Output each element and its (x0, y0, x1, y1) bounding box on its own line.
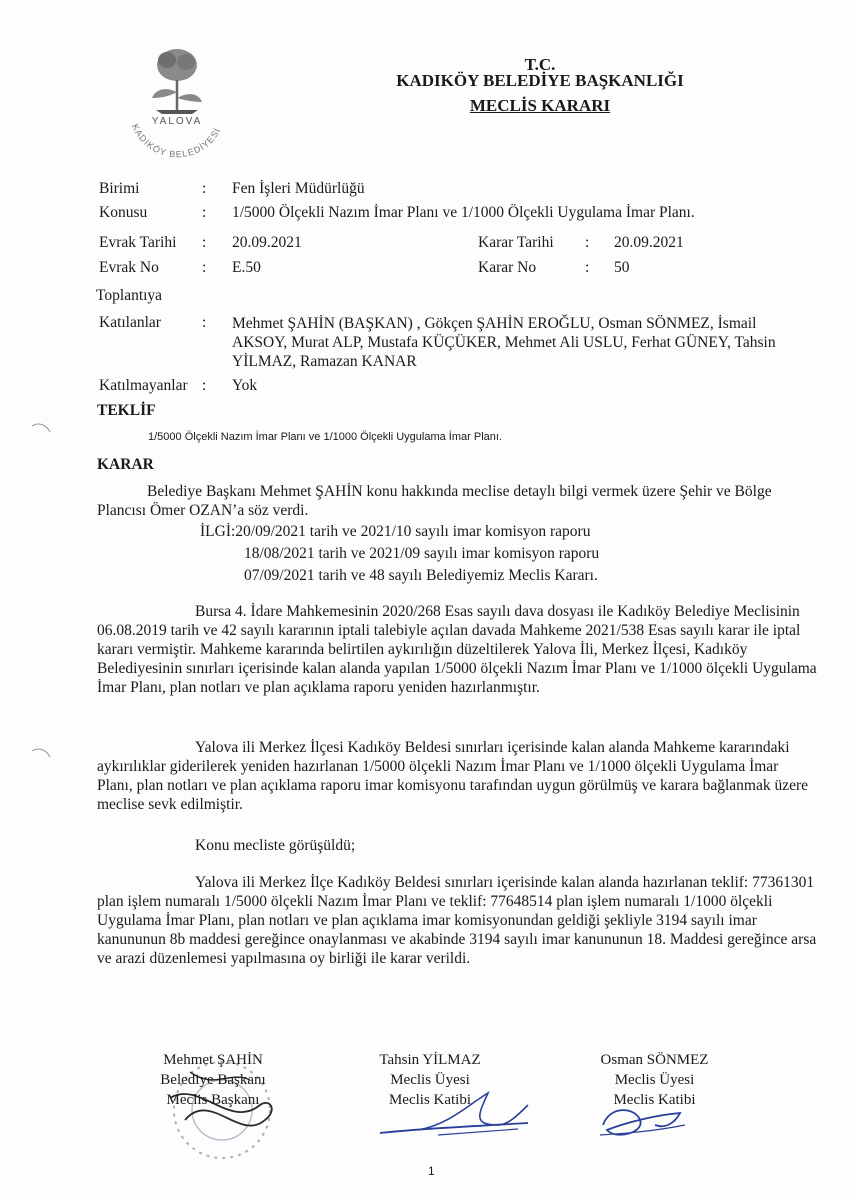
signatory-3-role: Meclis Katibi (613, 1092, 696, 1108)
field-karar-no-label: Karar No (478, 259, 537, 276)
punch-hole-mark-bottom (30, 745, 52, 767)
field-evrak-no-colon: : (202, 259, 207, 276)
signature-block-3 (582, 1050, 727, 1110)
field-evrak-tarihi-label: Evrak Tarihi (99, 234, 177, 251)
field-evrak-no-label: Evrak No (99, 259, 159, 276)
field-birimi-colon: : (202, 180, 207, 197)
signatory-3-name: Osman SÖNMEZ (600, 1052, 709, 1068)
field-katilanlar-colon: : (202, 314, 207, 331)
signatory-3-title: Meclis Üyesi (614, 1072, 695, 1088)
field-karar-tarihi-colon: : (585, 234, 590, 251)
karar-paragraph-5: Yalova ili Merkez İlçe Kadıköy Beldesi sınırları içerisinde kalan alanda hazırlanan teklif: 77361301 plan işlem numaralı 1/5000 ölçekli Nazım İmar Planı ve teklif: 77648514 plan işlem numaralı 1/1000 ölçekli Uygulama İmar Planı, plan notları ve plan açıklama imar komisyonundan geldiği şekliyle 3194 sayılı imar kanununun 8b maddesi gereğince onaylanması ve akabinde 3194 sayılı imar kanununun 18. Maddesi gereğince arsa ve arazi düzenlemesi yapılmasına oy birliği ile karar verildi. (97, 874, 817, 967)
header-document-type (280, 96, 800, 116)
signatory-1-title: Belediye Başkanı (160, 1072, 266, 1088)
signatory-2-title: Meclis Üyesi (390, 1072, 470, 1088)
punch-hole-mark-top (30, 420, 52, 442)
teklif-heading: TEKLİF (97, 402, 156, 419)
field-evrak-tarihi-value: 20.09.2021 (232, 234, 302, 251)
field-katilmayanlar-colon: : (202, 377, 207, 394)
logo-arc-text: KADIKÖY BELEDİYESİ (130, 122, 223, 160)
field-birimi-value: Fen İşleri Müdürlüğü (232, 180, 365, 197)
field-konusu-value: 1/5000 Ölçekli Nazım İmar Planı ve 1/1000 Ölçekli Uygulama İmar Planı. (232, 204, 695, 221)
karar-heading: KARAR (97, 456, 154, 473)
field-karar-tarihi-label: Karar Tarihi (478, 234, 554, 251)
header-document-type-text: MECLİS KARARI (469, 96, 611, 115)
ilgi-line-1: İLGİ:20/09/2021 tarih ve 2021/10 sayılı imar komisyon raporu (200, 523, 591, 540)
field-karar-no-colon: : (585, 259, 590, 276)
field-konusu-label: Konusu (99, 204, 148, 221)
teklif-text: 1/5000 Ölçekli Nazım İmar Planı ve 1/1000 Ölçekli Uygulama İmar Planı. (148, 431, 502, 443)
logo-upper-text: YALOVA (151, 116, 203, 127)
rose-emblem-icon (152, 49, 202, 114)
ilgi-line-3: 07/09/2021 tarih ve 48 sayılı Belediyemiz Meclis Kararı. (244, 567, 598, 584)
header-institution: KADIKÖY BELEDİYE BAŞKANLIĞI (396, 71, 684, 90)
ilgi-line-2: 18/08/2021 tarih ve 2021/09 sayılı imar komisyon raporu (244, 545, 600, 562)
signatory-2-name: Tahsin YİLMAZ (379, 1052, 481, 1068)
header-tc: T.C. (524, 55, 556, 74)
page-number: 1 (428, 1164, 435, 1178)
municipality-logo (112, 40, 242, 170)
field-katilmayanlar-value: Yok (232, 377, 258, 394)
karar-paragraph-1: Belediye Başkanı Mehmet ŞAHİN konu hakkında meclise detaylı bilgi vermek üzere Şehir ve Bölge Plancısı Ömer OZAN’a söz verdi. (97, 483, 772, 519)
field-katilanlar-label: Katılanlar (99, 314, 161, 331)
field-evrak-tarihi-colon: : (202, 234, 207, 251)
field-karar-tarihi-value: 20.09.2021 (614, 234, 684, 251)
karar-paragraph-4: Konu mecliste görüşüldü; (195, 837, 356, 854)
karar-paragraph-3: Yalova ili Merkez İlçesi Kadıköy Beldesi sınırları içerisinde kalan alanda Mahkeme kararındaki aykırılıklar giderilerek yeniden hazırlanan 1/5000 ölçekli Nazım İmar Planı ve 1/1000 ölçekli Uygulama İmar Planı, plan notları ve plan açıklama raporu imar komisyonu tarafından uygun görülmüş ve karara bağlanmak üzere meclise sevk edilmiştir. (97, 739, 809, 813)
signatory-1-role: Meclis Başkanı (166, 1092, 260, 1108)
field-toplanti-label: Toplantıya (96, 287, 163, 304)
field-evrak-no-value: E.50 (232, 259, 261, 276)
karar-paragraph-2: Bursa 4. İdare Mahkemesinin 2020/268 Esas sayılı dava dosyası ile Kadıköy Belediye Meclisinin 06.08.2019 tarih ve 42 sayılı kararının iptali talebiyle açılan davada Mahkeme 2021/538 Esas sayılı karar ile iptal kararı vermiştir. Mahkeme kararında belirtilen aykırılığın düzeltilerek Yalova İli, Merkez İlçesi, Kadıköy Belediyesinin sınırları içerisinde kalan alanda yapılan 1/5000 ölçekli Nazım İmar Planı ve 1/1000 ölçekli Uygulama İmar Planı, plan notları ve plan açıklama raporu yeniden hazırlanmıştır. (97, 603, 817, 696)
field-katilanlar-value: Mehmet ŞAHİN (BAŞKAN) , Gökçen ŞAHİN EROĞLU, Osman SÖNMEZ, İsmail AKSOY, Murat ALP, Mustafa KÜÇÜKER, Mehmet Ali USLU, Ferhat GÜNEY, Tahsin YİLMAZ, Ramazan KANAR (232, 315, 776, 370)
field-konusu-colon: : (202, 204, 207, 221)
signatory-1-name: Mehmet ŞAHİN (163, 1052, 263, 1068)
field-birimi-label: Birimi (99, 180, 140, 197)
signature-block-1 (138, 1050, 288, 1110)
signature-block-2 (360, 1050, 500, 1110)
field-katilmayanlar-label: Katılmayanlar (99, 377, 188, 394)
signatory-2-role: Meclis Katibi (388, 1092, 472, 1108)
field-karar-no-value: 50 (614, 259, 630, 276)
